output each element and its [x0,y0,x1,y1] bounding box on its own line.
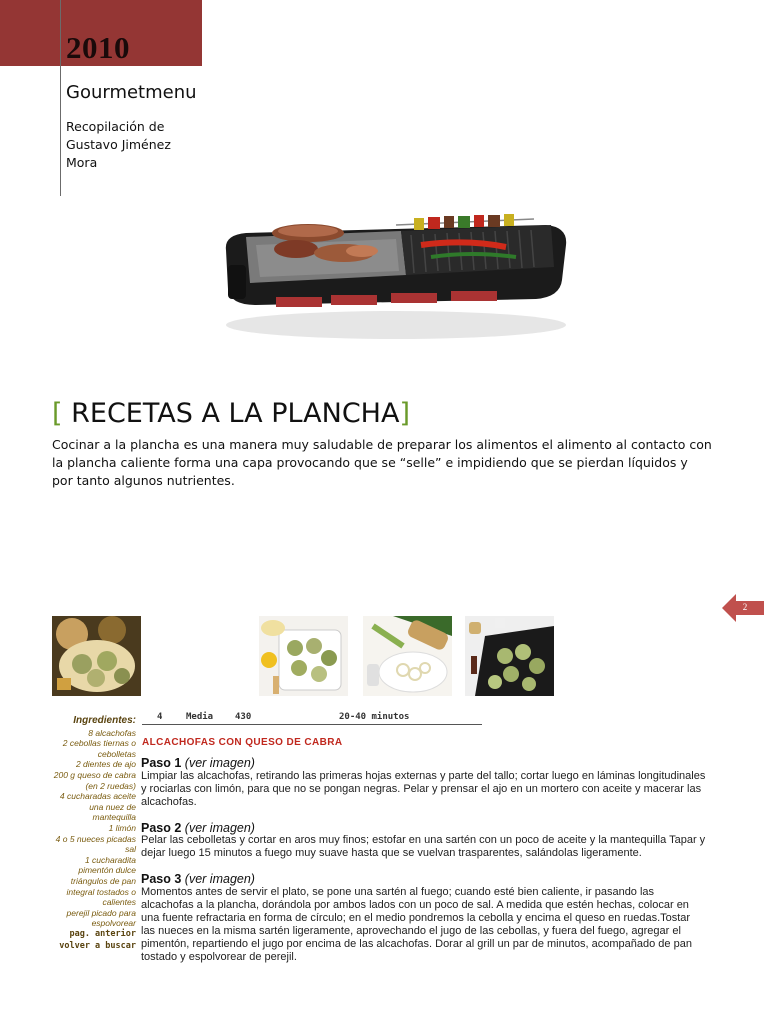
ingredient-item: 4 cucharadas aceite [59,791,136,802]
ingredient-item: 8 alcachofas [88,727,136,738]
section-intro: Cocinar a la plancha es una manera muy saludable de preparar los alimentos el alimento al contacto con la plancha caliente forma una capa provocando que se “selle” e impidiendo que se pierdan líquidos y por tanto algunos nutrientes. [52,437,712,488]
servings-value: 4 [157,712,163,722]
step-3-heading: Paso 3 (ver imagen) [141,872,255,886]
onions-cutting-photo[interactable] [363,616,452,696]
artichokes-tray-photo[interactable] [259,616,348,696]
year-title: 2010 [66,30,130,65]
ingredient-item: 1 limón [108,822,136,833]
section-title: [ RECETAS A LA PLANCHA] [52,398,410,429]
ingredient-item: sal [125,844,136,855]
ingredient-item: triángulos de pan integral tostados o calientes [66,875,136,908]
ingredient-item: perejil picado para espolvorear [66,907,136,929]
calories-value: 430 [235,712,252,722]
previous-page-link[interactable]: pag. anterior [69,929,136,939]
document-subtitle: Gourmetmenu [66,82,197,103]
step-2-text: Pelar las cebolletas y cortar en aros muy finos; estofar en una sartén con un poco de aceite y la mantequilla Tapar y dejar luego 15 minutos a fuego muy suave hasta que se vuelvan trasparentes, salándolas ligeramente. [141,834,706,859]
page-number: 2 [742,602,748,612]
step-1-text: Limpiar las alcachofas, retirando las primeras hojas externas y parte del tallo; cortar luego en láminas longitudinales y rociarlas con limón, para que no se pongan negras. Pelar y prensar el ajo en un mortero con aceite y macerar las alcachofas. [141,770,706,808]
step-1-image-link[interactable]: (ver imagen) [184,756,255,770]
nav-links [52,928,136,952]
step-3-image-link[interactable]: (ver imagen) [184,872,255,886]
step-2-image-link[interactable]: (ver imagen) [184,821,255,835]
grill-photo [216,205,571,355]
ingredient-item: 2 cebollas tiernas o cebolletas [62,738,136,759]
recipe-meta-row [142,711,482,725]
ingredient-item: 4 o 5 nueces picadas [55,833,136,844]
ingredient-item: 1 cucharadita pimentón dulce [78,854,136,876]
time-value: 20-40 minutos [339,712,410,722]
ingredient-item: una nuez de mantequilla [89,801,136,823]
difficulty-value: Media [186,712,214,722]
recipe-title: ALCACHOFAS CON QUESO DE CABRA [142,737,343,748]
ingredient-item: 2 dientes de ajo [75,759,136,770]
finished-dish-photo[interactable] [52,616,141,696]
ingredients-sidebar [52,716,136,929]
author-credit: Recopilación de Gustavo Jiménez Mora [66,119,171,170]
ingredients-title: Ingredientes: [73,715,136,726]
step-2-heading: Paso 2 (ver imagen) [141,821,255,835]
step-1-heading: Paso 1 (ver imagen) [141,756,255,770]
ingredient-item: 200 g queso de cabra (en 2 ruedas) [53,769,136,791]
back-to-search-link[interactable]: volver a buscar [59,941,136,951]
artichokes-grill-photo[interactable] [465,616,554,696]
step-3-text: Momentos antes de servir el plato, se pone una sartén al fuego; cuando esté bien caliente, ir pasando las alcachofas a la plancha, dorándola por ambos lados con un poco de sal. A medida que estén hechas, colocar en una fuente refractaria en forma de círculo; en el medio pondremos la cebolla y encima el queso en ruedas.Tostar las nueces en la misma sartén ligeramente, aprovechando el jugo de las cebollas, y fuera del fuego, agregar el pimentón, repartiendo el jugo por encima de las alcachofas. Dorar al grill un par de minutos, acompañado de pan tostado y espolvorear de perejil. [141,886,692,963]
header-divider [60,0,61,196]
